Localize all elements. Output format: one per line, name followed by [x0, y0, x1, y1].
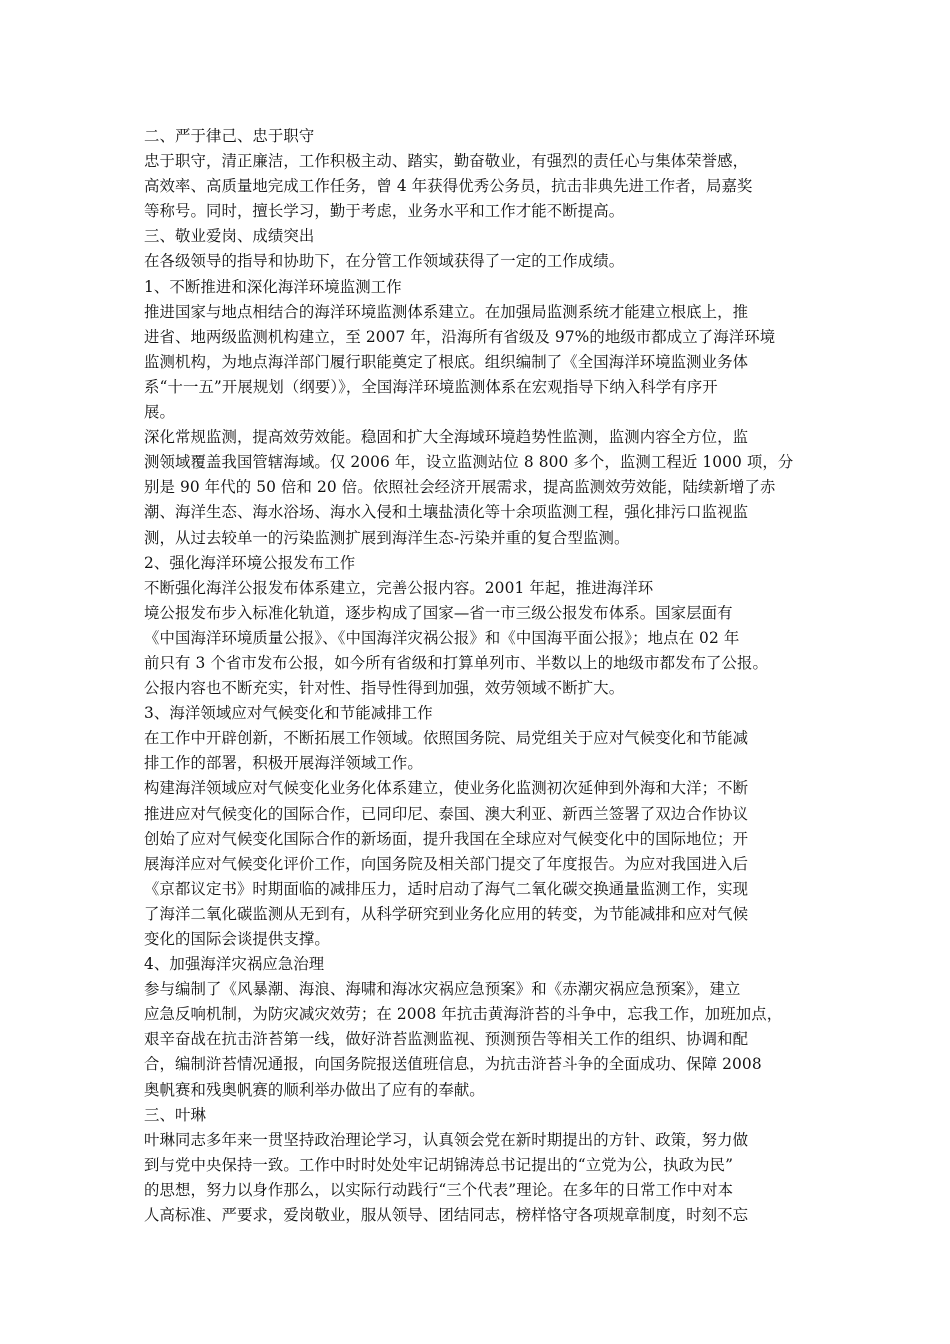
text-line: 深化常规监测，提高效劳效能。稳固和扩大全海域环境趋势性监测，监测内容全方位，监	[144, 428, 749, 447]
text-line: 潮、海洋生态、海水浴场、海水入侵和土壤盐渍化等十余项监测工程，强化排污口监视监	[144, 503, 749, 522]
text-line: 到与党中央保持一致。工作中时时处处牢记胡锦涛总书记提出的“立党为公，执政为民”	[144, 1155, 734, 1174]
text-line: 推进应对气候变化的国际合作，已同印尼、泰国、澳大利亚、新西兰签署了双边合作协议	[144, 804, 749, 823]
text-line: 变化的国际会谈提供支撑。	[144, 930, 330, 948]
text-line: 2、强化海洋环境公报发布工作	[144, 553, 356, 572]
text-line: 境公报发布步入标准化轨道，逐步构成了国家—省一市三级公报发布体系。国家层面有	[144, 603, 733, 622]
text-line: 忠于职守，清正廉洁，工作积极主动、踏实，勤奋敬业，有强烈的责任心与集体荣誉感，	[144, 152, 749, 171]
text-line: 三、敬业爱岗、成绩突出	[144, 227, 315, 246]
text-line: 创始了应对气候变化国际合作的新场面，提升我国在全球应对气候变化中的国际地位；开	[144, 829, 749, 848]
text-line: 的思想，努力以身作那么，以实际行动践行“三个代表”理论。在多年的日常工作中对本	[144, 1180, 734, 1199]
text-line: 4、加强海洋灾祸应急治理	[144, 955, 325, 974]
text-line: 人高标准、严要求，爱岗敬业，服从领导、团结同志，榜样恪守各项规章制度，时刻不忘	[144, 1206, 749, 1225]
document-body	[144, 124, 812, 1228]
text-line: 展。	[144, 403, 175, 422]
text-line: 测领域覆盖我国管辖海域。仅 2006 年，设立监测站位 8 800 多个，监测工程近 1000 项，分	[144, 453, 794, 472]
text-line: 了海洋二氧化碳监测从无到有，从科学研究到业务化应用的转变，为节能减排和应对气候	[144, 904, 749, 923]
text-line: 应急反响机制，为防灾减灾效劳；在 2008 年抗击黄海浒苔的斗争中，忘我工作，加班加点，	[144, 1005, 783, 1024]
text-line: 艰辛奋战在抗击浒苔第一线，做好浒苔监测监视、预测预告等相关工作的组织、协调和配	[144, 1030, 749, 1049]
text-line: 在工作中开辟创新，不断拓展工作领域。依照国务院、局党组关于应对气候变化和节能减	[144, 729, 749, 748]
text-line: 3、海洋领域应对气候变化和节能减排工作	[144, 704, 433, 723]
text-line: 系“十一五”开展规划（纲要）》，全国海洋环境监测体系在宏观指导下纳入科学有序开	[144, 377, 718, 396]
text-line: 在各级领导的指导和协助下，在分管工作领域获得了一定的工作成绩。	[144, 252, 625, 271]
text-line: 叶琳同志多年来一贯坚持政治理论学习，认真领会党在新时期提出的方针、政策，努力做	[144, 1130, 749, 1149]
text-line: 《中国海洋环境质量公报》、《中国海洋灾祸公报》和《中国海平面公报》；地点在 02 年	[144, 628, 740, 647]
text-line: 前只有 3 个省市发布公报，如今所有省级和打算单列市、半数以上的地级市都发布了公报。	[144, 653, 769, 672]
text-line: 别是 90 年代的 50 倍和 20 倍。依照社会经济开展需求，提高监测效劳效能，陆续新增了赤	[144, 478, 776, 497]
text-line: 等称号。同时，擅长学习，勤于考虑，业务水平和工作才能不断提高。	[144, 202, 625, 221]
text-line: 排工作的部署，积极开展海洋领域工作。	[144, 754, 423, 773]
text-line: 不断强化海洋公报发布体系建立，完善公报内容。2001 年起，推进海洋环	[144, 578, 654, 597]
text-line: 《京都议定书》时期面临的减排压力，适时启动了海气二氧化碳交换通量监测工作，实现	[144, 879, 749, 898]
text-line: 公报内容也不断充实，针对性、指导性得到加强，效劳领域不断扩大。	[144, 679, 625, 698]
text-line: 二、严于律己、忠于职守	[144, 127, 315, 145]
text-line: 展海洋应对气候变化评价工作，向国务院及相关部门提交了年度报告。为应对我国进入后	[144, 854, 749, 873]
text-line: 监测机构，为地点海洋部门履行职能奠定了根底。组织编制了《全国海洋环境监测业务体	[144, 352, 749, 371]
text-line: 1、不断推进和深化海洋环境监测工作	[144, 277, 402, 296]
text-line: 高效率、高质量地完成工作任务，曾 4 年获得优秀公务员，抗击非典先进工作者，局嘉奖	[144, 177, 753, 196]
text-line: 测，从过去较单一的污染监测扩展到海洋生态-污染并重的复合型监测。	[144, 528, 630, 547]
text-line: 构建海洋领域应对气候变化业务化体系建立，使业务化监测初次延伸到外海和大洋；不断	[144, 779, 749, 798]
text-line: 进省、地两级监测机构建立，至 2007 年，沿海所有省级及 97%的地级市都成立了海洋环境	[144, 327, 776, 346]
text-line: 合，编制浒苔情况通报，向国务院报送值班信息，为抗击浒苔斗争的全面成功、保障 2008	[144, 1055, 762, 1074]
text-line: 推进国家与地点相结合的海洋环境监测体系建立。在加强局监测系统才能建立根底上，推	[144, 302, 749, 321]
text-line: 三、叶琳	[144, 1105, 206, 1124]
text-line: 参与编制了《风暴潮、海浪、海啸和海冰灾祸应急预案》和《赤潮灾祸应急预案》，建立	[144, 980, 741, 999]
text-line: 奥帆赛和残奥帆赛的顺利举办做出了应有的奉献。	[144, 1080, 485, 1099]
